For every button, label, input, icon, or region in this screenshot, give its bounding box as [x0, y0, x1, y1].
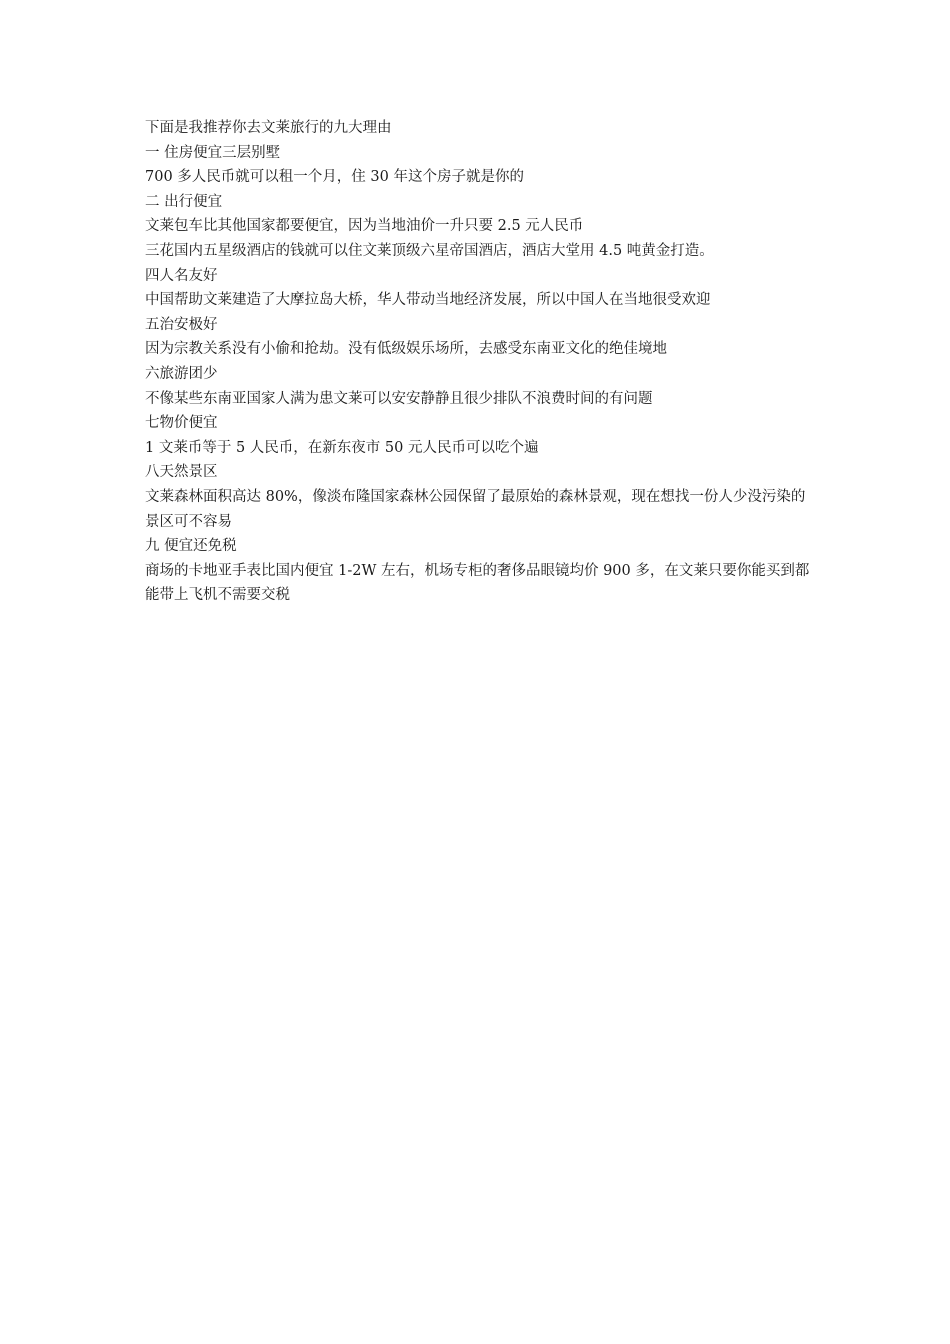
reason-1-text: 700 多人民币就可以租一个月，住 30 年这个房子就是你的 — [145, 169, 524, 186]
reason-9-text: 商场的卡地亚手表比国内便宜 1-2W 左右，机场专柜的奢侈品眼镜均价 900 多，在文莱只要你能买到都能带上飞机不需要交税 — [145, 562, 810, 604]
document-body — [145, 116, 810, 608]
reason-8-text: 文莱森林面积高达 80%，像淡布隆国家森林公园保留了最原始的森林景观，现在想找一份人少没污染的景区可不容易 — [145, 488, 806, 530]
reason-9-heading: 九 便宜还免税 — [145, 538, 237, 555]
reason-7-text: 1 文莱币等于 5 人民币，在新东夜市 50 元人民币可以吃个遍 — [145, 439, 539, 456]
reason-2-heading: 二 出行便宜 — [145, 193, 223, 210]
reason-6-text: 不像某些东南亚国家人满为患文莱可以安安静静且很少排队不浪费时间的有问题 — [145, 390, 653, 407]
reason-8-heading: 八天然景区 — [145, 464, 218, 481]
reason-3-text: 三花国内五星级酒店的钱就可以住文莱顶级六星帝国酒店，酒店大堂用 4.5 吨黄金打造。 — [145, 242, 714, 259]
reason-5-heading: 五治安极好 — [145, 316, 218, 333]
reason-2-text: 文莱包车比其他国家都要便宜，因为当地油价一升只要 2.5 元人民币 — [145, 218, 584, 235]
reason-5-text: 因为宗教关系没有小偷和抢劫。没有低级娱乐场所，去感受东南亚文化的绝佳境地 — [145, 341, 667, 358]
reason-4-heading: 四人名友好 — [145, 267, 218, 284]
reason-4-text: 中国帮助文莱建造了大摩拉岛大桥，华人带动当地经济发展，所以中国人在当地很受欢迎 — [145, 292, 711, 309]
reason-1-heading: 一 住房便宜三层别墅 — [145, 144, 281, 161]
intro-line: 下面是我推荐你去文莱旅行的九大理由 — [145, 120, 392, 136]
reason-6-heading: 六旅游团少 — [145, 365, 218, 382]
reason-7-heading: 七物价便宜 — [145, 415, 218, 432]
